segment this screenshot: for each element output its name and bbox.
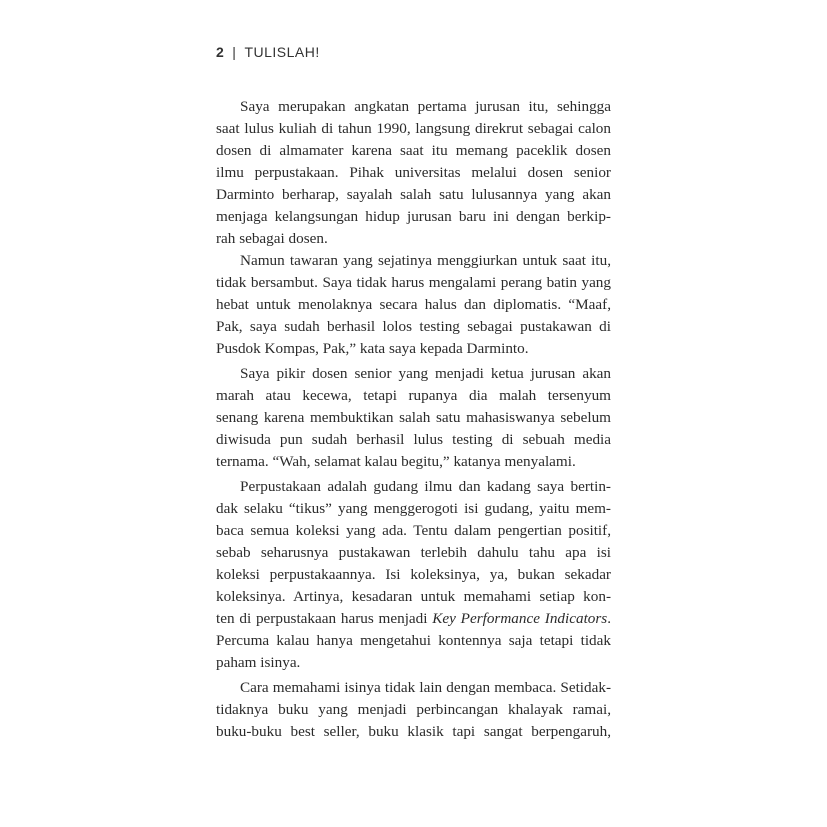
- text-line: Perpustakaan adalah gudang ilmu dan kadang saya bertin-: [240, 478, 611, 495]
- text-line: Saya merupakan angkatan pertama jurusan itu, sehingga: [240, 98, 611, 115]
- text-line: Saya pikir dosen senior yang menjadi ketua jurusan akan: [240, 365, 611, 382]
- text-line: koleksinya. Artinya, kesadaran untuk memahami setiap kon-: [216, 588, 611, 605]
- text-segment: ten di perpustakaan harus menjadi: [216, 610, 433, 627]
- italic-phrase: Key Performance Indicators: [432, 610, 608, 627]
- page-number: 2: [216, 44, 225, 60]
- text-line: marah atau kecewa, tetapi rupanya dia malah tersenyum: [216, 387, 611, 404]
- paragraph: [216, 96, 611, 250]
- text-line: menjaga kelangsungan hidup jurusan baru ini dengan berkip-: [216, 208, 611, 225]
- text-line: senang karena membuktikan salah satu mahasiswanya sebelum: [216, 409, 611, 426]
- text-line: hebat untuk menolaknya secara halus dan diplomatis. “Maaf,: [216, 296, 611, 313]
- text-line: koleksi perpustakaannya. Isi koleksinya, ya, bukan sekadar: [216, 566, 611, 583]
- body-text: [216, 96, 611, 743]
- text-line: Darminto berharap, sayalah salah satu lulusannya yang akan: [216, 186, 611, 203]
- text-line: sebab seharusnya pustakawan terlebih dahulu tahu apa isi: [216, 544, 611, 561]
- text-line: buku-buku best seller, buku klasik tapi sangat berpengaruh,: [216, 723, 611, 740]
- text-line: Namun tawaran yang sejatinya menggiurkan untuk saat itu,: [240, 252, 611, 269]
- text-line: Pusdok Kompas, Pak,” kata saya kepada Darminto.: [216, 340, 529, 357]
- text-line-with-italic: [216, 608, 611, 630]
- text-line: ternama. “Wah, selamat kalau begitu,” katanya menyalami.: [216, 453, 576, 470]
- text-line: dosen di almamater karena saat itu memang paceklik dosen: [216, 142, 611, 159]
- paragraph: [216, 363, 611, 473]
- text-line: baca semua koleksi yang ada. Tentu dalam pengertian positif,: [216, 522, 611, 539]
- paragraph: [216, 250, 611, 360]
- text-line: Pak, saya sudah berhasil lolos testing sebagai pustakawan di: [216, 318, 611, 335]
- book-title: TULISLAH!: [244, 44, 320, 60]
- text-line: diwisuda pun sudah berhasil lulus testing di sebuah media: [216, 431, 611, 448]
- running-header: [216, 44, 320, 60]
- text-line: Cara memahami isinya tidak lain dengan membaca. Setidak-: [240, 679, 611, 696]
- paragraph: [216, 476, 611, 674]
- text-line: Percuma kalau hanya mengetahui kontennya saja tetapi tidak: [216, 632, 611, 649]
- header-separator: |: [232, 44, 237, 60]
- text-line: rah sebagai dosen.: [216, 230, 328, 247]
- text-line: tidaknya buku yang menjadi perbincangan khalayak ramai,: [216, 701, 611, 718]
- text-line: dak selaku “tikus” yang menggerogoti isi gudang, yaitu mem-: [216, 500, 611, 517]
- text-segment: .: [607, 610, 611, 627]
- text-line: paham isinya.: [216, 654, 301, 671]
- paragraph: [216, 677, 611, 743]
- text-line: saat lulus kuliah di tahun 1990, langsung direkrut sebagai calon: [216, 120, 611, 137]
- text-line: tidak bersambut. Saya tidak harus mengalami perang batin yang: [216, 274, 611, 291]
- text-line: ilmu perpustakaan. Pihak universitas melalui dosen senior: [216, 164, 611, 181]
